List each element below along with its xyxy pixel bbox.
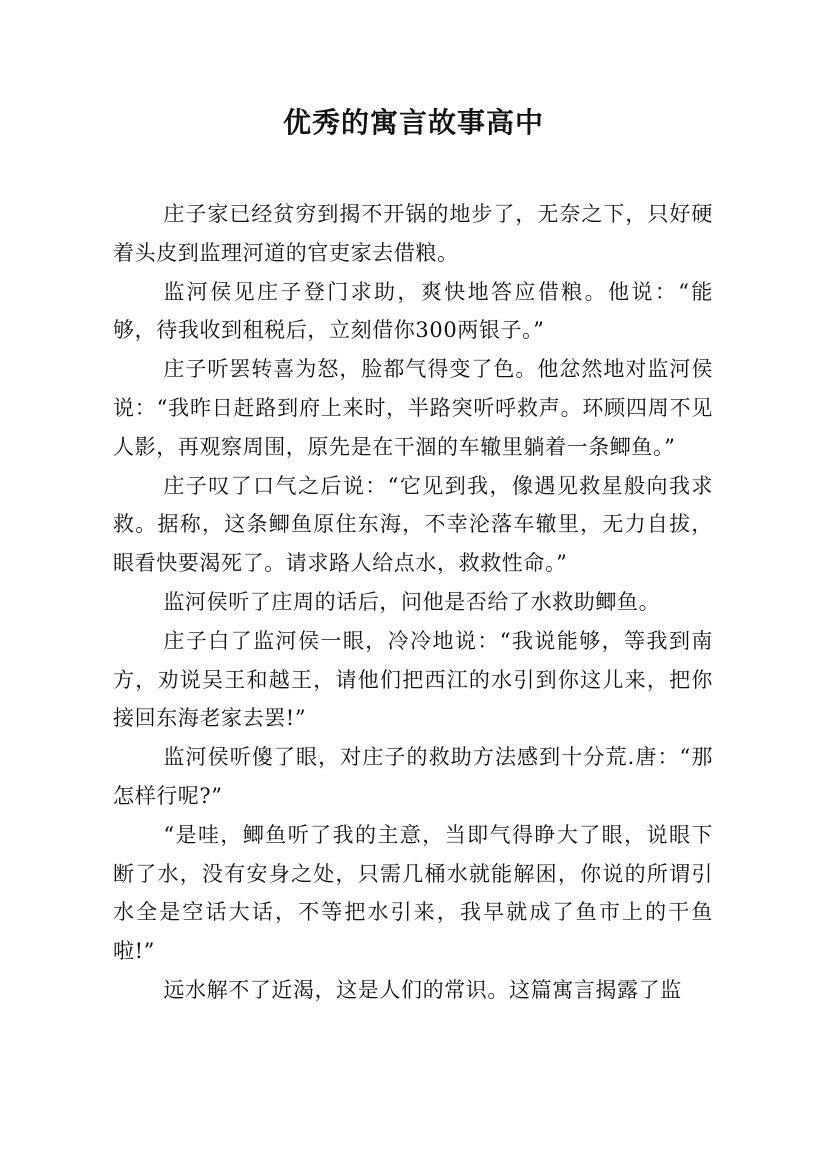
- paragraph-4: 庄子叹了口气之后说：“它见到我，像遇见救星般向我求救。据称，这条鲫鱼原住东海，不幸沦落车辙里，无力自拔，眼看快要渴死了。请求路人给点水，救救性命。”: [113, 473, 713, 576]
- paragraph-9: 远水解不了近渴，这是人们的常识。这篇寓言揭露了监: [163, 977, 682, 1002]
- document-title: 优秀的寓言故事高中: [282, 106, 544, 139]
- paragraph-2: 监河侯见庄子登门求助，爽快地答应借粮。他说：“能够，待我收到租税后，立刻借你300两银子。”: [113, 279, 713, 343]
- paragraph-7: 监河侯听傻了眼，对庄子的救助方法感到十分荒.唐：“那怎样行呢?”: [113, 745, 713, 808]
- paragraph-8: “是哇，鲫鱼听了我的主意，当即气得睁大了眼，说眼下断了水，没有安身之处，只需几桶水就能解困，你说的所谓引水全是空话大话，不等把水引来，我早就成了鱼市上的干鱼啦!”: [113, 822, 713, 964]
- document-body: [113, 195, 713, 1010]
- paragraph-6: 庄子白了监河侯一眼，冷冷地说：“我说能够，等我到南方，劝说吴王和越王，请他们把西江的水引到你这儿来，把你接回东海老家去罢!”: [113, 628, 713, 731]
- paragraph-3: 庄子听罢转喜为怒，脸都气得变了色。他忿然地对监河侯说：“我昨日赶路到府上来时，半路突听呼救声。环顾四周不见人影，再观察周围，原先是在干涸的车辙里躺着一条鲫鱼。”: [113, 357, 713, 459]
- paragraph-1: 庄子家已经贫穷到揭不开锅的地步了，无奈之下，只好硬着头皮到监理河道的官吏家去借粮。: [113, 202, 713, 265]
- paragraph-5: 监河侯听了庄周的话后，问他是否给了水救助鲫鱼。: [163, 589, 661, 614]
